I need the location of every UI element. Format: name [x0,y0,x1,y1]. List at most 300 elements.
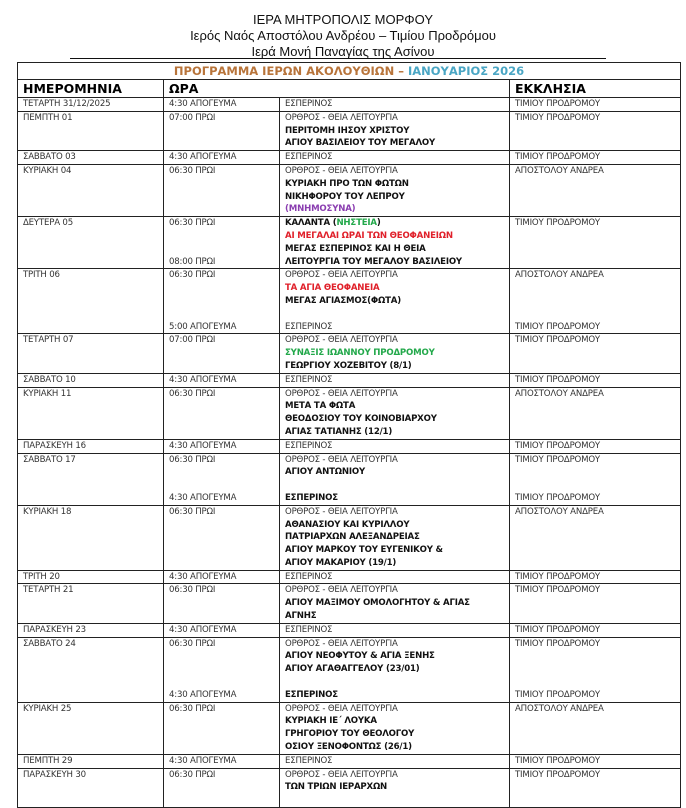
schedule-row [18,453,681,505]
service-text: ΤΑ ΑΓΙΑ ΘΕΟΦΑΝΕΙΑ [285,283,380,294]
schedule-row [18,98,681,112]
church-cell [510,98,681,112]
time-text: 06:30 ΠΡΩΙ [169,585,216,596]
time-cell [164,164,280,216]
schedule-title-row [18,63,681,80]
service-text: ΕΣΠΕΡΙΝΟΣ [285,755,333,766]
time-text: 06:30 ΠΡΩΙ [169,388,216,399]
church-text: ΤΙΜΙΟΥ ΠΡΟΔΡΟΜΟΥ [515,571,600,582]
date-cell [18,623,164,637]
church-cell [510,637,681,702]
service-line [285,137,509,150]
time-text: 07:00 ΠΡΩΙ [169,335,216,346]
time-text: 4:30 ΑΠΟΓΕΥΜΑ [169,440,237,451]
time-text [169,715,279,728]
date-text: ΠΑΡΑΣΚΕΥΗ 23 [23,624,86,635]
service-text: ΠΕΡΙΤΟΜΗ ΙΗΣΟΥ ΧΡΙΣΤΟΥ [285,125,410,136]
church-text [515,781,680,794]
church-text [515,597,680,610]
church-text: ΤΙΜΙΟΥ ΠΡΟΔΡΟΜΟΥ [515,440,600,451]
church-text [515,400,680,413]
service-text: ΚΥΡΙΑΚΗ ΙΕ΄ ΛΟΥΚΑ [285,716,377,727]
service-line [285,638,509,651]
church-cell [510,151,681,165]
service-text: ΟΡΘΡΟΣ - ΘΕΙΑ ΛΕΙΤΟΥΡΓΙΑ [285,335,398,346]
service-line [285,781,509,794]
time-text [169,728,279,741]
schedule-row [18,768,681,807]
date-text: ΤΕΤΑΡΤΗ 31/12/2025 [23,99,111,109]
service-text: ΜΕΓΑΣ ΕΣΠΕΡΙΝΟΣ ΚΑΙ Η ΘΕΙΑ [285,243,426,254]
time-text: 06:30 ΠΡΩΙ [169,703,216,714]
time-text [169,597,279,610]
time-cell [164,439,280,453]
service-text: ΕΣΠΕΡΙΝΟΣ [285,689,338,700]
date-text: ΤΡΙΤΗ 06 [23,270,60,281]
church-text: ΑΠΟΣΤΟΛΟΥ ΑΝΔΡΕΑ [515,388,604,399]
church-cell [510,584,681,623]
service-line [285,676,509,689]
date-text: ΣΑΒΒΑΤΟ 24 [23,638,76,649]
time-text [169,544,279,557]
services-schedule-table [17,62,681,808]
service-cell [280,217,510,269]
date-cell [18,269,164,334]
time-cell [164,754,280,768]
church-text [515,282,680,295]
church-text: ΑΠΟΣΤΟΛΟΥ ΑΝΔΡΕΑ [515,165,604,176]
church-cell [510,702,681,754]
church-cell [510,373,681,387]
church-text: ΤΙΜΙΟΥ ΠΡΟΔΡΟΜΟΥ [515,624,600,635]
church-text: ΤΙΜΙΟΥ ΠΡΟΔΡΟΜΟΥ [515,638,600,649]
service-line [285,769,509,782]
service-line [285,689,509,702]
church-text: ΤΙΜΙΟΥ ΠΡΟΔΡΟΜΟΥ [515,374,600,385]
date-text: ΤΡΙΤΗ 20 [23,571,60,582]
service-cell [280,98,510,112]
date-text: ΚΥΡΙΑΚΗ 25 [23,703,72,714]
church-cell [510,570,681,584]
column-header-church: ΕΚΚΛΗΣΙΑ [510,80,681,98]
time-text: 06:30 ΠΡΩΙ [169,638,216,649]
church-text: ΤΙΜΙΟΥ ΠΡΟΔΡΟΜΟΥ [515,335,600,346]
church-text: ΤΙΜΙΟΥ ΠΡΟΔΡΟΜΟΥ [515,152,600,163]
service-text: ΕΣΠΕΡΙΝΟΣ [285,571,333,582]
church-text: ΤΙΜΙΟΥ ΠΡΟΔΡΟΜΟΥ [515,769,600,780]
church-cell [510,334,681,373]
service-line [285,295,509,308]
church-text [515,610,680,623]
service-text: ΕΣΠΕΡΙΝΟΣ [285,492,338,503]
service-cell [280,151,510,165]
time-text [169,676,279,689]
service-line [285,728,509,741]
service-cell [280,623,510,637]
church-text [515,360,680,373]
church-text: ΤΙΜΙΟΥ ΠΡΟΔΡΟΜΟΥ [515,585,600,596]
church-text: ΑΠΟΣΤΟΛΟΥ ΑΝΔΡΕΑ [515,703,604,714]
date-text: ΚΥΡΙΑΚΗ 11 [23,388,72,399]
service-text: ΟΡΘΡΟΣ - ΘΕΙΑ ΛΕΙΤΟΥΡΓΙΑ [285,454,398,465]
church-text [515,519,680,532]
service-text: ΝΗΣΤΕΙΑ [336,218,377,229]
time-text: 4:30 ΑΠΟΓΕΥΜΑ [169,492,237,503]
service-line [285,256,509,269]
church-text: ΤΙΜΙΟΥ ΠΡΟΔΡΟΜΟΥ [515,454,600,465]
time-text: 4:30 ΑΠΟΓΕΥΜΑ [169,152,237,163]
service-text: ΠΑΤΡΙΑΡΧΩΝ ΑΛΕΞΑΝΔΡΕΙΑΣ [285,532,420,543]
time-cell [164,570,280,584]
time-cell [164,768,280,807]
date-cell [18,505,164,570]
service-text: ΝΙΚΗΦΟΡΟΥ ΤΟΥ ΛΕΠΡΟΥ [285,191,405,202]
service-text: ΓΡΗΓΟΡΙΟΥ ΤΟΥ ΘΕΟΛΟΓΟΥ [285,729,415,740]
church-cell [510,439,681,453]
church-text: ΑΠΟΣΤΟΛΟΥ ΑΝΔΡΕΑ [515,506,604,517]
service-line [285,703,509,716]
time-text [169,519,279,532]
time-text [169,794,279,807]
service-text: ΑΓΙΟΥ ΑΓΑΘΑΓΓΕΛΟΥ (23/01) [285,664,420,675]
service-line [285,624,509,637]
schedule-row [18,570,681,584]
church-cell [510,623,681,637]
service-cell [280,637,510,702]
service-line [285,597,509,610]
time-text [169,347,279,360]
church-text: ΑΠΟΣΤΟΛΟΥ ΑΝΔΡΕΑ [515,270,604,281]
date-cell [18,637,164,702]
service-cell [280,334,510,373]
time-text [169,178,279,191]
time-text [169,557,279,570]
service-text: ΚΑΛΑΝΤΑ ( [285,218,337,229]
time-text: 06:30 ΠΡΩΙ [169,270,216,281]
service-line [285,151,509,164]
time-text [169,663,279,676]
service-cell [280,387,510,439]
time-cell [164,453,280,505]
time-cell [164,505,280,570]
date-cell [18,98,164,112]
schedule-row [18,505,681,570]
church-text [515,531,680,544]
church-text: ΤΙΜΙΟΥ ΠΡΟΔΡΟΜΟΥ [515,755,600,766]
column-header-time: ΩΡΑ [164,80,510,98]
schedule-title-month: ΙΑΝΟΥΑΡΙΟΣ 2026 [407,64,525,78]
date-cell [18,584,164,623]
time-text [169,781,279,794]
column-header-row [18,80,681,98]
time-text [169,191,279,204]
header-divider [70,58,606,59]
date-cell [18,439,164,453]
church-text [515,650,680,663]
schedule-row [18,334,681,373]
service-line [285,165,509,178]
schedule-title [18,63,681,80]
church-text [515,295,680,308]
service-text: ΟΡΘΡΟΣ - ΘΕΙΑ ΛΕΙΤΟΥΡΓΙΑ [285,165,398,176]
service-line [285,454,509,467]
church-cell [510,505,681,570]
service-cell [280,111,510,150]
church-cell [510,754,681,768]
service-line [285,440,509,453]
time-text [169,243,279,256]
service-text: ΟΣΙΟΥ ΞΕΝΟΦΟΝΤΩΣ (26/1) [285,742,412,753]
service-cell [280,439,510,453]
church-text: ΤΙΜΙΟΥ ΠΡΟΔΡΟΜΟΥ [515,218,600,229]
church-text [515,230,680,243]
time-text [169,650,279,663]
schedule-row [18,269,681,334]
service-line [285,269,509,282]
church-text [515,426,680,439]
service-line [285,519,509,532]
service-line [285,479,509,492]
date-cell [18,453,164,505]
time-text: 4:30 ΑΠΟΓΕΥΜΑ [169,755,237,766]
service-text: ΑΓΙΟΥ ΒΑΣΙΛΕΙΟΥ ΤΟΥ ΜΕΓΑΛΟΥ [285,138,436,149]
date-cell [18,111,164,150]
service-text: ΑΓΙΟΥ ΝΕΟΦΥΤΟΥ & ΑΓΙΑ ΞΕΝΗΣ [285,651,435,662]
service-line [285,388,509,401]
time-text [169,230,279,243]
church-text [515,191,680,204]
service-cell [280,584,510,623]
church-text [515,663,680,676]
church-cell [510,164,681,216]
schedule-row [18,111,681,150]
service-text: ΟΡΘΡΟΣ - ΘΕΙΑ ΛΕΙΤΟΥΡΓΙΑ [285,769,398,780]
schedule-row [18,754,681,768]
church-cell [510,453,681,505]
service-line [285,400,509,413]
service-cell [280,570,510,584]
service-text: ΘΕΟΔΟΣΙΟΥ ΤΟΥ ΚΟΙΝΟΒΙΑΡΧΟΥ [285,414,437,425]
service-cell [280,768,510,807]
service-cell [280,453,510,505]
date-text: ΠΑΡΑΣΚΕΥΗ 16 [23,440,86,451]
service-text: ΟΡΘΡΟΣ - ΘΕΙΑ ΛΕΙΤΟΥΡΓΙΑ [285,112,398,123]
church-text [515,243,680,256]
service-line [285,650,509,663]
time-text: 06:30 ΠΡΩΙ [169,769,216,780]
date-text: ΚΥΡΙΑΚΗ 04 [23,165,72,176]
service-line [285,243,509,256]
service-line [285,203,509,216]
church-subtitle: Ιερός Ναός Αποστόλου Ανδρέου – Τιμίου Προδρόμου [190,28,496,43]
time-text: 07:00 ΠΡΩΙ [169,112,216,123]
service-line [285,794,509,807]
date-text: ΠΕΜΠΤΗ 29 [23,755,73,766]
church-text [515,256,680,269]
time-text [169,125,279,138]
time-text [169,203,279,216]
service-line [285,125,509,138]
time-text: 4:30 ΑΠΟΓΕΥΜΑ [169,99,237,109]
church-text: ΤΙΜΙΟΥ ΠΡΟΔΡΟΜΟΥ [515,492,600,503]
service-line [285,191,509,204]
church-text [515,715,680,728]
schedule-row [18,373,681,387]
date-text: ΣΑΒΒΑΤΟ 17 [23,454,76,465]
schedule-row [18,164,681,216]
schedule-row [18,702,681,754]
church-text [515,137,680,150]
church-cell [510,269,681,334]
time-cell [164,334,280,373]
church-text [515,347,680,360]
church-text [515,178,680,191]
service-line [285,178,509,191]
service-text: ΟΡΘΡΟΣ - ΘΕΙΑ ΛΕΙΤΟΥΡΓΙΑ [285,585,398,596]
date-text: ΔΕΥΤΕΡΑ 05 [23,218,73,229]
church-text [515,544,680,557]
church-text [515,794,680,807]
time-text [169,413,279,426]
service-text: ΕΣΠΕΡΙΝΟΣ [285,374,333,385]
church-cell [510,111,681,150]
service-text: ΑΓΙΟΥ ΑΝΤΩΝΙΟΥ [285,467,365,478]
time-cell [164,217,280,269]
service-line [285,217,509,230]
service-line [285,347,509,360]
time-text: 06:30 ΠΡΩΙ [169,165,216,176]
time-text [169,426,279,439]
service-text: ΜΕΓΑΣ ΑΓΙΑΣΜΟΣ(ΦΩΤΑ) [285,295,401,306]
time-text [169,466,279,479]
date-cell [18,217,164,269]
service-text: ΑΓΙΟΥ ΜΑΞΙΜΟΥ ΟΜΟΛΟΓΗΤΟΥ & ΑΓΙΑΣ [285,598,470,609]
time-cell [164,387,280,439]
service-line [285,741,509,754]
service-line [285,610,509,623]
schedule-row [18,217,681,269]
service-line [285,492,509,505]
service-cell [280,373,510,387]
time-cell [164,151,280,165]
date-cell [18,387,164,439]
time-text [169,295,279,308]
date-cell [18,754,164,768]
service-line [285,321,509,334]
church-text: ΤΙΜΙΟΥ ΠΡΟΔΡΟΜΟΥ [515,321,600,332]
schedule-row [18,439,681,453]
service-line [285,112,509,125]
service-line [285,360,509,373]
service-text: ΑΙ ΜΕΓΑΛΑΙ ΩΡΑΙ ΤΩΝ ΘΕΟΦΑΝΕΙΩΝ [285,230,453,241]
service-line [285,374,509,387]
date-cell [18,702,164,754]
service-text: ΟΡΘΡΟΣ - ΘΕΙΑ ΛΕΙΤΟΥΡΓΙΑ [285,388,398,399]
church-text [515,125,680,138]
time-text: 4:30 ΑΠΟΓΕΥΜΑ [169,624,237,635]
church-text [515,413,680,426]
service-line [285,557,509,570]
time-cell [164,373,280,387]
service-line [285,413,509,426]
date-cell [18,334,164,373]
service-line [285,334,509,347]
time-text [169,282,279,295]
church-cell [510,387,681,439]
date-text: ΤΕΤΑΡΤΗ 07 [23,335,74,346]
service-line [285,531,509,544]
church-text: ΤΙΜΙΟΥ ΠΡΟΔΡΟΜΟΥ [515,112,600,123]
service-line [285,571,509,584]
service-text: ΑΓΙΑΣ ΤΑΤΙΑΝΗΣ (12/1) [285,426,393,437]
time-text: 06:30 ΠΡΩΙ [169,506,216,517]
service-line [285,466,509,479]
service-text: ΓΕΩΡΓΙΟΥ ΧΟΖΕΒΙΤΟΥ (8/1) [285,360,412,371]
metropolis-title: ΙΕΡΑ ΜΗΤΡΟΠΟΛΙΣ ΜΟΡΦΟΥ [252,12,434,27]
service-text: (ΜΝΗΜΟΣΥΝΑ) [285,204,356,215]
church-text [515,741,680,754]
schedule-row [18,623,681,637]
service-line [285,755,509,768]
time-text: 5:00 ΑΠΟΓΕΥΜΑ [169,321,237,332]
time-text [169,400,279,413]
schedule-row [18,637,681,702]
service-text: ΟΡΘΡΟΣ - ΘΕΙΑ ΛΕΙΤΟΥΡΓΙΑ [285,638,398,649]
service-line [285,282,509,295]
date-cell [18,164,164,216]
time-text [169,741,279,754]
service-text: ΑΓΙΟΥ ΜΑΡΚΟΥ ΤΟΥ ΕΥΓΕΝΙΚΟΥ & [285,545,443,556]
service-text: ΚΥΡΙΑΚΗ ΠΡΟ ΤΩΝ ΦΩΤΩΝ [285,178,409,189]
service-text: ΤΩΝ ΤΡΙΩΝ ΙΕΡΑΡΧΩΝ [285,782,388,793]
service-text: ΟΡΘΡΟΣ - ΘΕΙΑ ΛΕΙΤΟΥΡΓΙΑ [285,270,398,281]
service-cell [280,754,510,768]
service-text: ΕΣΠΕΡΙΝΟΣ [285,152,333,163]
schedule-row [18,387,681,439]
time-text [169,137,279,150]
service-text: ΟΡΘΡΟΣ - ΘΕΙΑ ΛΕΙΤΟΥΡΓΙΑ [285,703,398,714]
schedule-title-program: ΠΡΟΓΡΑΜΜΑ ΙΕΡΩΝ ΑΚΟΛΟΥΘΙΩΝ – [173,64,408,78]
service-line [285,230,509,243]
service-text: ΕΣΠΕΡΙΝΟΣ [285,99,333,109]
time-text [169,308,279,321]
service-line [285,584,509,597]
service-line [285,98,509,111]
time-text: 4:30 ΑΠΟΓΕΥΜΑ [169,374,237,385]
service-text: ΟΡΘΡΟΣ - ΘΕΙΑ ΛΕΙΤΟΥΡΓΙΑ [285,506,398,517]
time-cell [164,702,280,754]
church-text: ΤΙΜΙΟΥ ΠΡΟΔΡΟΜΟΥ [515,689,600,700]
service-line [285,715,509,728]
service-text: ΕΣΠΕΡΙΝΟΣ [285,321,333,332]
time-text: 06:30 ΠΡΩΙ [169,218,216,229]
time-text [169,360,279,373]
church-text: ΤΙΜΙΟΥ ΠΡΟΔΡΟΜΟΥ [515,99,600,109]
time-cell [164,623,280,637]
time-cell [164,584,280,623]
service-line [285,544,509,557]
date-text: ΠΕΜΠΤΗ 01 [23,112,73,123]
service-line [285,663,509,676]
church-cell [510,217,681,269]
church-text [515,203,680,216]
service-text: ΑΓΝΗΣ [285,611,317,622]
time-text [169,610,279,623]
service-line [285,506,509,519]
service-text: ΑΘΑΝΑΣΙΟΥ ΚΑΙ ΚΥΡΙΛΛΟΥ [285,519,410,530]
date-cell [18,570,164,584]
date-cell [18,151,164,165]
